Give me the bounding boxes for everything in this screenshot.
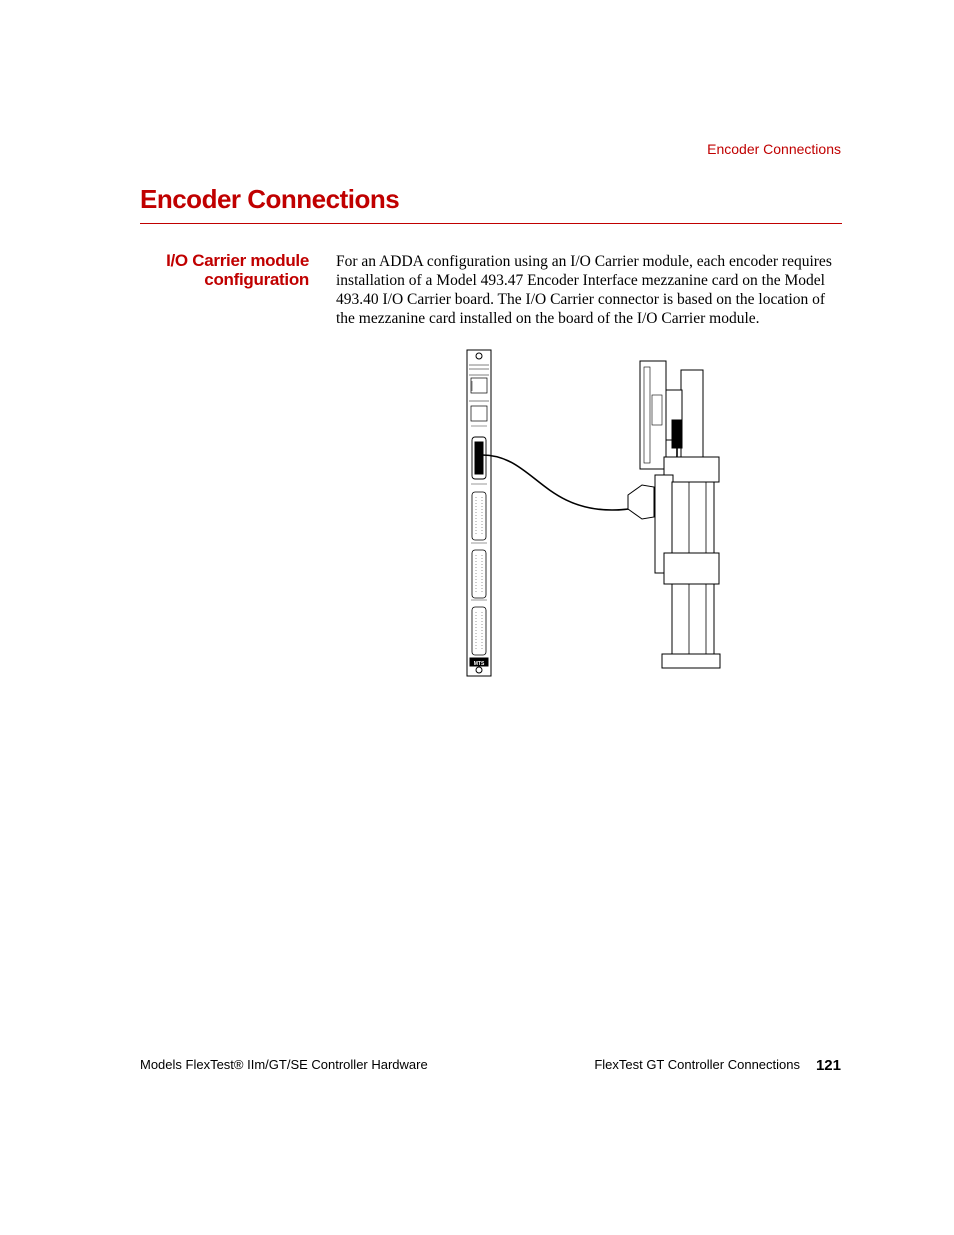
footer-document-title: Models FlexTest® IIm/GT/SE Controller Hardware — [140, 1057, 428, 1072]
io-carrier-panel — [467, 350, 491, 676]
chapter-title: Encoder Connections — [140, 184, 400, 214]
section-heading: I/O Carrier module configuration — [166, 251, 309, 289]
encoder-connection-figure — [462, 345, 732, 681]
title-rule — [140, 223, 842, 224]
actuator-assembly — [628, 361, 720, 668]
page-number: 121 — [815, 1057, 841, 1074]
running-header: Encoder Connections — [707, 141, 841, 157]
body-paragraph: For an ADDA configuration using an I/O Carrier module, each encoder requires installation of a Model 493.47 Encoder Interface mezzanine card on the Model 493.40 I/O Carrier board. The I/O Carrier connector is based on the location of the mezzanine card installed on the board of the I/O Carrier module. — [336, 253, 832, 327]
panel-logo: MTS — [473, 661, 485, 667]
footer-chapter-title: FlexTest GT Controller Connections — [594, 1057, 800, 1072]
